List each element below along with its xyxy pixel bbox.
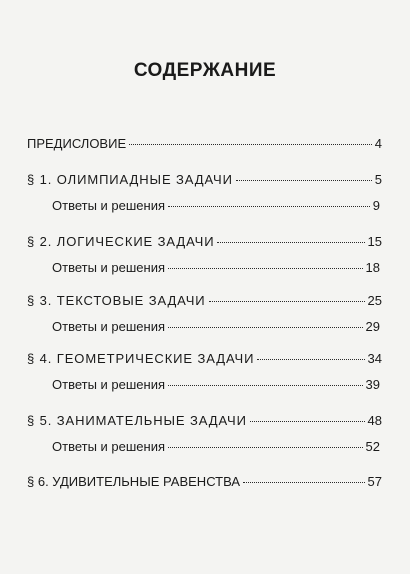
toc-page-number: 9 (372, 198, 380, 213)
toc-entry-label: Ответы и решения (52, 439, 166, 454)
dot-leader (129, 143, 372, 145)
toc-entry-section-2 (27, 234, 382, 250)
toc-page-number: 29 (365, 319, 380, 334)
toc-entry-answers-1 (52, 198, 380, 214)
toc-entry-preface (27, 136, 382, 152)
dot-leader (168, 205, 370, 207)
toc-entry-label: § 2. ЛОГИЧЕСКИЕ ЗАДАЧИ (27, 234, 215, 249)
toc-page-number: 4 (374, 136, 382, 151)
toc-page-number: 25 (367, 293, 382, 308)
toc-entry-label: § 3. ТЕКСТОВЫЕ ЗАДАЧИ (27, 293, 206, 308)
toc-entry-label: § 4. ГЕОМЕТРИЧЕСКИЕ ЗАДАЧИ (27, 351, 255, 366)
toc-entry-section-1 (27, 172, 382, 188)
toc-entry-label: Ответы и решения (52, 198, 166, 213)
toc-entry-section-6 (27, 474, 382, 490)
toc-entry-answers-2 (52, 260, 380, 276)
toc-entry-label: § 1. ОЛИМПИАДНЫЕ ЗАДАЧИ (27, 172, 233, 187)
toc-entry-label: ПРЕДИСЛОВИЕ (27, 136, 127, 151)
toc-page-number: 5 (374, 172, 382, 187)
dot-leader (243, 481, 365, 483)
toc-entry-section-3 (27, 293, 382, 309)
toc-page-number: 57 (367, 474, 382, 489)
dot-leader (168, 326, 363, 328)
dot-leader (168, 446, 363, 448)
toc-entry-answers-3 (52, 319, 380, 335)
dot-leader (236, 179, 372, 181)
toc-entry-section-4 (27, 351, 382, 367)
dot-leader (250, 420, 365, 422)
toc-entry-label: § 5. ЗАНИМАТЕЛЬНЫЕ ЗАДАЧИ (27, 413, 247, 428)
toc-entry-answers-5 (52, 439, 380, 455)
toc-page-number: 52 (365, 439, 380, 454)
toc-page-number: 15 (367, 234, 382, 249)
toc-page-number: 18 (365, 260, 380, 275)
toc-entry-label: Ответы и решения (52, 260, 166, 275)
toc-entry-section-5 (27, 413, 382, 429)
dot-leader (209, 300, 365, 302)
toc-entry-label: Ответы и решения (52, 377, 166, 392)
dot-leader (257, 358, 364, 360)
toc-page-number: 34 (367, 351, 382, 366)
dot-leader (168, 384, 363, 386)
toc-page-number: 48 (367, 413, 382, 428)
dot-leader (217, 241, 364, 243)
toc-page-number: 39 (365, 377, 380, 392)
toc-entry-answers-4 (52, 377, 380, 393)
page-title: СОДЕРЖАНИЕ (133, 60, 277, 81)
toc-entry-label: § 6. УДИВИТЕЛЬНЫЕ РАВЕНСТВА (27, 474, 240, 489)
toc-entry-label: Ответы и решения (52, 319, 166, 334)
dot-leader (168, 267, 363, 269)
